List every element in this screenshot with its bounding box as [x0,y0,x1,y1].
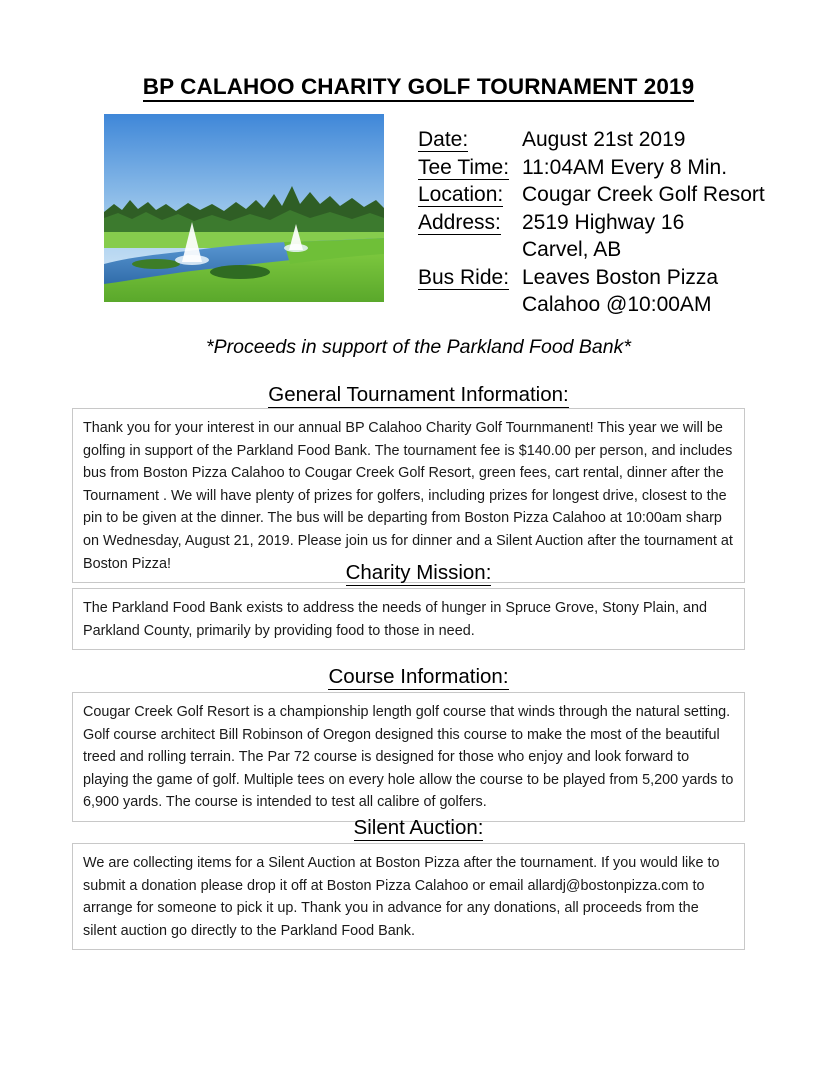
section-heading-charity [0,561,837,585]
detail-row-bus-ride-line2 [418,291,818,319]
detail-value-tee-time: 11:04AM Every 8 Min. [522,155,728,179]
section-heading-auction-text: Silent Auction: [353,816,484,839]
golf-course-illustration [104,114,384,302]
section-heading-general-text: General Tournament Information: [268,383,569,406]
detail-label-tee-time: Tee Time: [418,155,510,179]
detail-value-location: Cougar Creek Golf Resort [522,183,765,206]
golf-course-photo [104,114,384,302]
detail-value-bus-ride-line2: Calahoo @10:00AM [522,293,712,316]
detail-row-date [418,126,818,154]
section-body-auction: We are collecting items for a Silent Auction at Boston Pizza after the tournament. If you would like to submit a donation please drop it off at Boston Pizza Calahoo or email allardj@bostonpizza.com to arrange for someone to pick it up. Thank you in advance for any donations, all proceeds from the silent auction go directly to the Parkland Food Bank. [83,855,720,939]
section-box-general [72,408,745,583]
detail-row-address-line2 [418,236,818,264]
detail-row-address [418,209,818,237]
detail-value-address-line1: 2519 Highway 16 [522,210,685,234]
section-body-charity: The Parkland Food Bank exists to address the needs of hunger in Spruce Grove, Stony Plain, and Parkland County, primarily by providing food to those in need. [83,600,707,639]
section-body-course: Cougar Creek Golf Resort is a championship length golf course that winds through the natural setting. Golf course architect Bill Robinson of Oregon designed this course to make the most of the beautiful treed and rolling terrain. The Par 72 course is designed for those who enjoy and look forward to playing the game of golf. Multiple tees on every hole allow the course to be played from 5,200 yards to 6,900 yards. The course is intended to test all calibre of golfers. [83,704,734,811]
page-title-text: BP CALAHOO CHARITY GOLF TOURNAMENT 2019 [143,74,694,102]
detail-label-address: Address: [418,210,501,234]
page-title [0,74,837,100]
detail-value-bus-ride-line1: Leaves Boston Pizza [522,265,719,289]
detail-value-date: August 21st 2019 [522,128,686,151]
section-body-general: Thank you for your interest in our annual BP Calahoo Charity Golf Tournmanent! This year we will be golfing in support of the Parkland Food Bank. The tournament fee is $140.00 per person, and includes bus from Boston Pizza Calahoo to Cougar Creek Golf Resort, green fees, cart rental, dinner after the Tournament . We will have plenty of prizes for golfers, including prizes for longest drive, closest to the pin to be given at the dinner. The bus will be departing from Boston Pizza Calahoo at 10:00am sharp on Wednesday, August 21, 2019. Please join us for dinner and a Silent Auction after the tournament at Boston Pizza! [83,420,733,572]
detail-label-date: Date: [418,128,469,151]
section-heading-general [0,383,837,407]
section-heading-auction [0,816,837,840]
section-box-course [72,692,745,822]
detail-row-bus-ride [418,264,818,292]
section-box-charity [72,588,745,650]
detail-row-tee-time [418,154,818,182]
detail-value-address-line2: Carvel, AB [522,238,622,261]
detail-label-bus-ride: Bus Ride: [418,265,510,289]
section-heading-course [0,665,837,689]
section-heading-charity-text: Charity Mission: [345,561,492,584]
proceeds-note: *Proceeds in support of the Parkland Food Bank* [206,336,631,358]
event-details [418,126,818,319]
section-heading-course-text: Course Information: [328,665,509,688]
detail-row-location [418,181,818,209]
section-box-auction [72,843,745,950]
detail-label-location: Location: [418,183,504,206]
